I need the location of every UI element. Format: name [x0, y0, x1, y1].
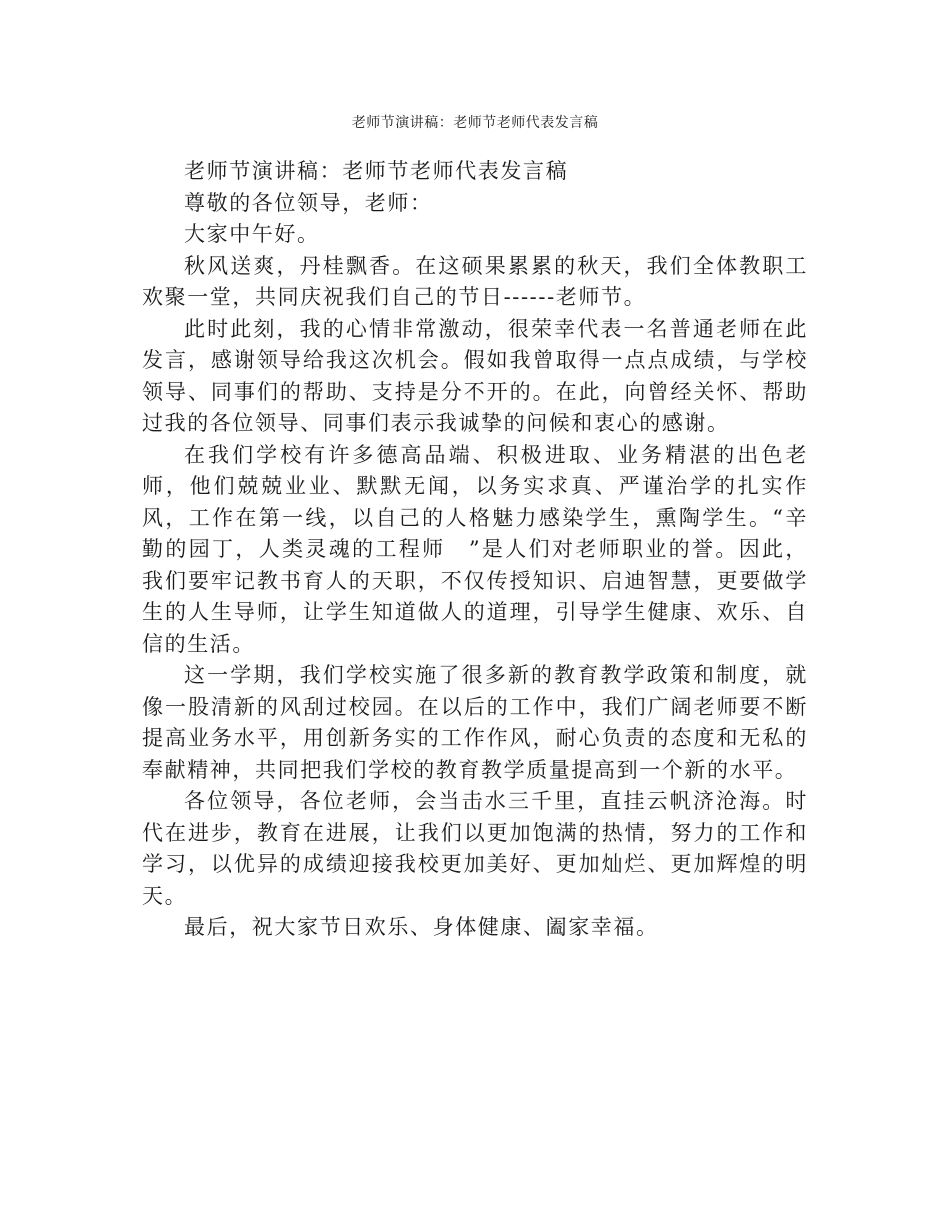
salutation: 尊敬的各位领导，老师： — [184, 190, 433, 215]
page-header-title: 老师节演讲稿：老师节老师代表发言稿 — [351, 115, 599, 131]
paragraph: 这一学期，我们学校实施了很多新的教育教学政策和制度，就像一股清新的风刮过校园。在以后的工作中，我们广阔老师要不断提高业务水平，用创新务实的工作作风，耐心负责的态度和无私的奉献精神，共同把我们学校的教育教学质量提高到一个新的水平。 — [142, 663, 808, 782]
greeting: 大家中午好。 — [184, 222, 320, 246]
paragraph: 此时此刻，我的心情非常激动，很荣幸代表一名普通老师在此发言，感谢领导给我这次机会。假如我曾取得一点点成绩，与学校领导、同事们的帮助、支持是分不开的。在此，向曾经关怀、帮助过我的各位领导、同事们表示我诚挚的问候和衷心的感谢。 — [142, 316, 808, 435]
paragraph: 秋风送爽，丹桂飘香。在这硕果累累的秋天，我们全体教职工欢聚一堂，共同庆祝我们自己的节日------老师节。 — [142, 253, 808, 309]
closing-paragraph: 最后，祝大家节日欢乐、身体健康、阖家幸福。 — [184, 915, 659, 939]
paragraph: 各位领导，各位老师，会当击水三千里，直挂云帆济沧海。时代在进步，教育在进展，让我们以更加饱满的热情，努力的工作和学习，以优异的成绩迎接我校更加美好、更加灿烂、更加辉煌的明天。 — [142, 789, 808, 908]
paragraph: 在我们学校有许多德高品端、积极进取、业务精湛的出色老师，他们兢兢业业、默默无闻，以务实求真、严谨治学的扎实作风，工作在第一线，以自己的人格魅力感染学生，熏陶学生。“辛勤的园丁，人类灵魂的工程师 ”是人们对老师职业的誉。因此，我们要牢记教书育人的天职，不仅传授知识、启迪智慧，更要做学生的人生导师，让学生知道做人的道理，引导学生健康、欢乐、自信的生活。 — [142, 442, 808, 656]
document-title-line: 老师节演讲稿：老师节老师代表发言稿 — [184, 159, 569, 183]
document-body — [142, 156, 808, 944]
